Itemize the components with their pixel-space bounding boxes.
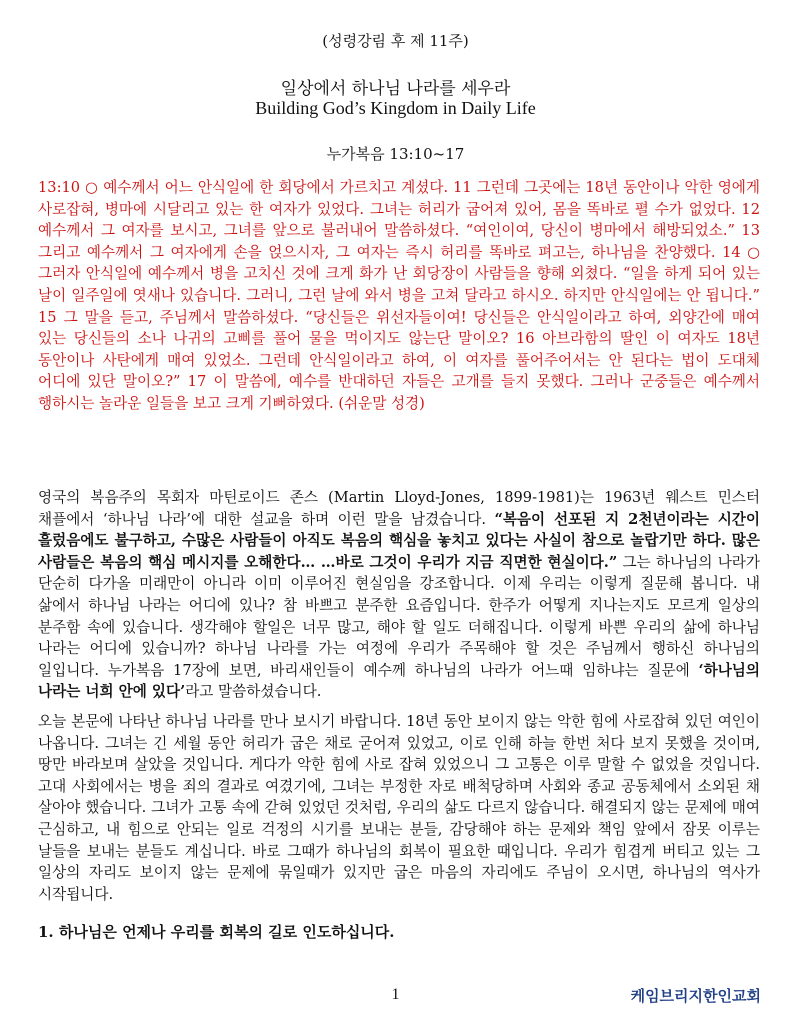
- section-heading: 1. 하나님은 언제나 우리를 회복의 길로 인도하십니다.: [38, 923, 395, 941]
- paragraph-1-intro: 영국의 복음주의 목회자 마틴로이드 존스 (Martin Lloyd-Jones, 1899-1981)는 1963년 웨스트 민스터 채플에서 ‘하나님 나라’에 대한 설교을 하며 이런 말을 남겼습니다.: [38, 489, 760, 528]
- liturgical-occasion: (성령강림 후 제 11주): [322, 32, 469, 50]
- sermon-title-english: Building God’s Kingdom in Daily Life: [255, 98, 536, 118]
- paragraph-1-middle: 그는 하나님의 나라가 단순히 다가올 미래만이 아니라 이미 이루어진 현실임을 강조합니다. 이제 우리는 이렇게 질문해 봅니다. 내 삶에서 하나님 나라는 어디에 있나? 참 바쁘고 분주한 요즘입니다. 한주가 어떻게 지나는지도 모르게 일상의 분주함 속에 있습니다. 생각해야 할일은 너무 많고, 해야 할 일도 더해집니다. 이렇게 바쁜 우리의 삶에 하나님 나라는 어디에 있습니까? 하나님 나라를 가는 여정에 우리가 주목해야 할 것은 주님께서 행하신 하나님의 일입니다. 누가복음 17장에 보면, 바리새인들이 예수께 하나님의 나라가 어느때 임하냐는 질문에: [38, 553, 761, 679]
- paragraph-1-emphasis: ‘하나님의 나라는 너희 안에 있다’: [38, 661, 760, 701]
- body-paragraph-2: 오늘 본문에 나타난 하나님 나라를 만나 보시기 바랍니다. 18년 동안 보이지 않는 악한 힘에 사로잡혀 있던 여인이 나옵니다. 그녀는 긴 세월 동안 허리가 굽은 채로 굳어져 있었고, 이로 인해 하늘 한번 처다 보지 못했을 것이며, 땅만 바라보며 살았을 것입니다. 게다가 악한 힘에 사로 잡혀 있었으니 그 고통은 이루 말할 수 없었을 것입니다. 고대 사회에서는 병을 죄의 결과로 여겼기에, 그녀는 부정한 자로 배척당하며 사회와 종교 공동체에서 소외된 채 살아야 했습니다. 그녀가 고통 속에 갇혀 있었던 것처럼, 우리의 삶도 다르지 않습니다. 해결되지 않는 문제에 매여 근심하고, 내 힘으로 안되는 일로 걱정의 시기를 보내는 분들, 감당해야 하는 문제와 책임 앞에서 잠못 이루는 날들을 보내는 분들도 계십니다. 바로 그때가 하나님의 회복이 필요한 때입니다. 우리가 힘겹게 버티고 있는 그 일상의 자리도 보이지 않는 문제에 묶일때가 있지만 굽은 마음의 자리에도 주님이 오시면, 하나님의 역사가 시작됩니다.: [38, 713, 760, 903]
- scripture-passage: 13:10 ○ 예수께서 어느 안식일에 한 회당에서 가르치고 계셨다. 11 그런데 그곳에는 18년 동안이나 악한 영에게 사로잡혀, 병마에 시달리고 있는 한 여자가 있었다. 그녀는 허리가 굽어져 있어, 몸을 똑바로 펼 수가 없었다. 12 예수께서 그 여자를 보시고, 그녀를 앞으로 불러내어 말씀하셨다. “여인이여, 당신이 병마에서 해방되었소.” 13 그리고 예수께서 그 여자에게 손을 얹으시자, 그 여자는 즉시 허리를 똑바로 펴고는, 하나님을 찬양했다. 14 ○ 그러자 안식일에 예수께서 병을 고치신 것에 크게 화가 난 회당장이 사람들을 향해 외쳤다. “일을 하게 되어 있는 날이 일주일에 엿새나 있습니다. 그러니, 그런 날에 와서 병을 고쳐 달라고 하시오. 하지만 안식일에는 안 됩니다.” 15 그 말을 듣고, 주님께서 말씀하셨다. “당신들은 위선자들이여! 당신들은 안식일이라고 하여, 외양간에 매여 있는 당신들의 소나 나귀의 고삐를 풀어 물을 먹이지도 않는단 말이오? 16 아브라함의 딸인 이 여자도 18년 동안이나 사탄에게 매여 있었소. 그런데 안식일이라고 하여, 이 여자를 풀어주어서는 안 된다는 법이 도대체 어디에 있단 말이오?” 17 이 말씀에, 예수를 반대하던 자들은 고개를 들지 못했다. 그러나 군중들은 예수께서 행하시는 놀라운 일들을 보고 크게 기뻐하였다. (쉬운말 성경): [38, 179, 760, 412]
- church-name: 케임브리지한인교회: [630, 987, 761, 1005]
- body-paragraph-1: [38, 487, 760, 703]
- sermon-title-korean: 일상에서 하나님 나라를 세우라: [280, 79, 511, 99]
- scripture-reference: 누가복음 13:10~17: [326, 145, 465, 163]
- paragraph-1-ending: 라고 말씀하셨습니다.: [185, 683, 322, 701]
- page-number: 1: [391, 986, 400, 1003]
- paragraph-1-quote: “복음이 선포된 지 2천년이라는 시간이 흘렀음에도 불구하고, 수많은 사람들이 아직도 복음의 핵심을 놓치고 있다는 사실이 참으로 놀랍기만 하다. 많은 사람들은 복음의 핵심 메시지를 오해한다… …바로 그것이 우리가 지금 직면한 현실이다.”: [38, 510, 760, 571]
